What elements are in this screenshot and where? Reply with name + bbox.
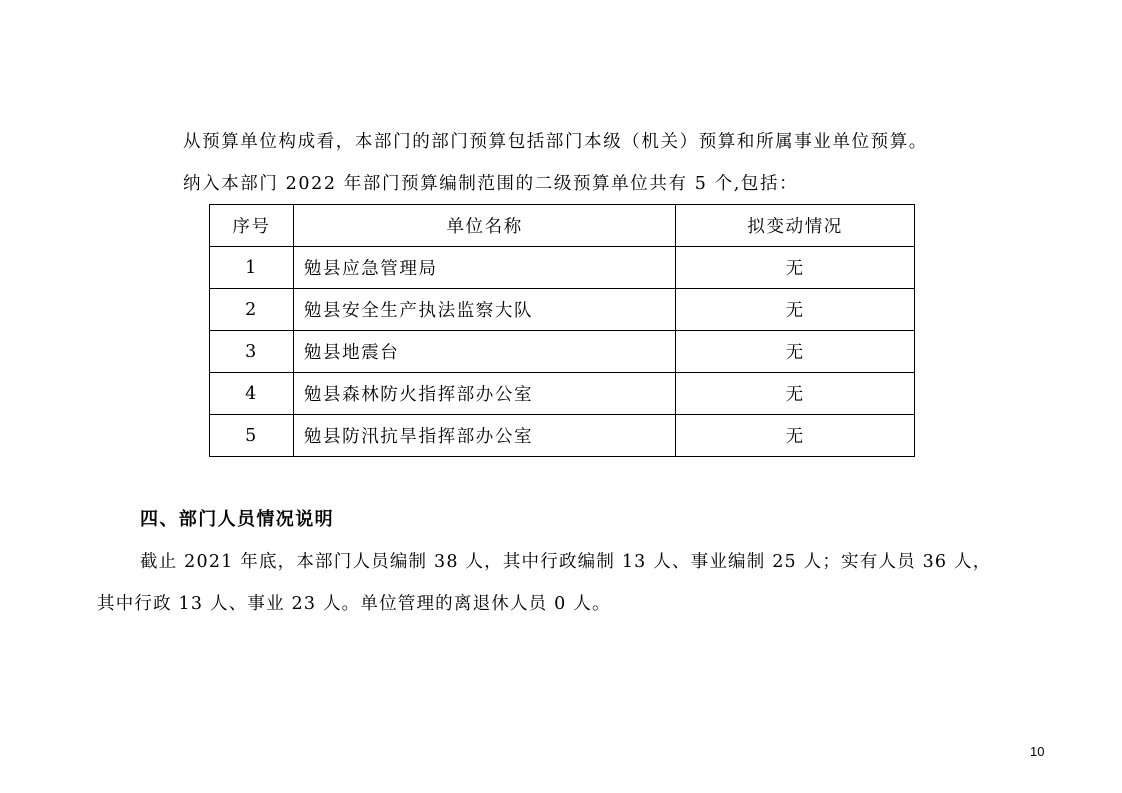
table-row bbox=[210, 331, 915, 373]
table-row bbox=[210, 373, 915, 415]
budget-units-table bbox=[209, 204, 915, 457]
table-header-row bbox=[210, 205, 915, 247]
row-serial-number: 5 bbox=[210, 415, 294, 457]
row-planned-change: 无 bbox=[676, 373, 915, 415]
row-planned-change: 无 bbox=[676, 289, 915, 331]
intro-paragraph-line-1: 从预算单位构成看，本部门的部门预算包括部门本级（机关）预算和所属事业单位预算。 bbox=[183, 132, 928, 152]
intro-paragraph-line-2: 纳入本部门 2022 年部门预算编制范围的二级预算单位共有 5 个,包括： bbox=[183, 174, 799, 194]
row-serial-number: 4 bbox=[210, 373, 294, 415]
table-row bbox=[210, 289, 915, 331]
row-serial-number: 2 bbox=[210, 289, 294, 331]
page-number: 10 bbox=[1030, 744, 1045, 759]
table-row bbox=[210, 247, 915, 289]
row-unit-name: 勉县应急管理局 bbox=[293, 247, 675, 289]
header-serial-number: 序号 bbox=[210, 205, 294, 247]
row-planned-change: 无 bbox=[676, 247, 915, 289]
header-planned-change: 拟变动情况 bbox=[676, 205, 915, 247]
header-unit-name: 单位名称 bbox=[293, 205, 675, 247]
staffing-paragraph-line-2: 其中行政 13 人、事业 23 人。单位管理的离退休人员 0 人。 bbox=[97, 594, 611, 614]
row-serial-number: 1 bbox=[210, 247, 294, 289]
staffing-paragraph-line-1: 截止 2021 年底，本部门人员编制 38 人，其中行政编制 13 人、事业编制 25 人；实有人员 36 人， bbox=[140, 552, 992, 572]
row-serial-number: 3 bbox=[210, 331, 294, 373]
row-unit-name: 勉县地震台 bbox=[293, 331, 675, 373]
row-planned-change: 无 bbox=[676, 415, 915, 457]
table-row bbox=[210, 415, 915, 457]
row-unit-name: 勉县防汛抗旱指挥部办公室 bbox=[293, 415, 675, 457]
row-unit-name: 勉县森林防火指挥部办公室 bbox=[293, 373, 675, 415]
section-heading: 四、部门人员情况说明 bbox=[140, 509, 334, 530]
row-unit-name: 勉县安全生产执法监察大队 bbox=[293, 289, 675, 331]
row-planned-change: 无 bbox=[676, 331, 915, 373]
